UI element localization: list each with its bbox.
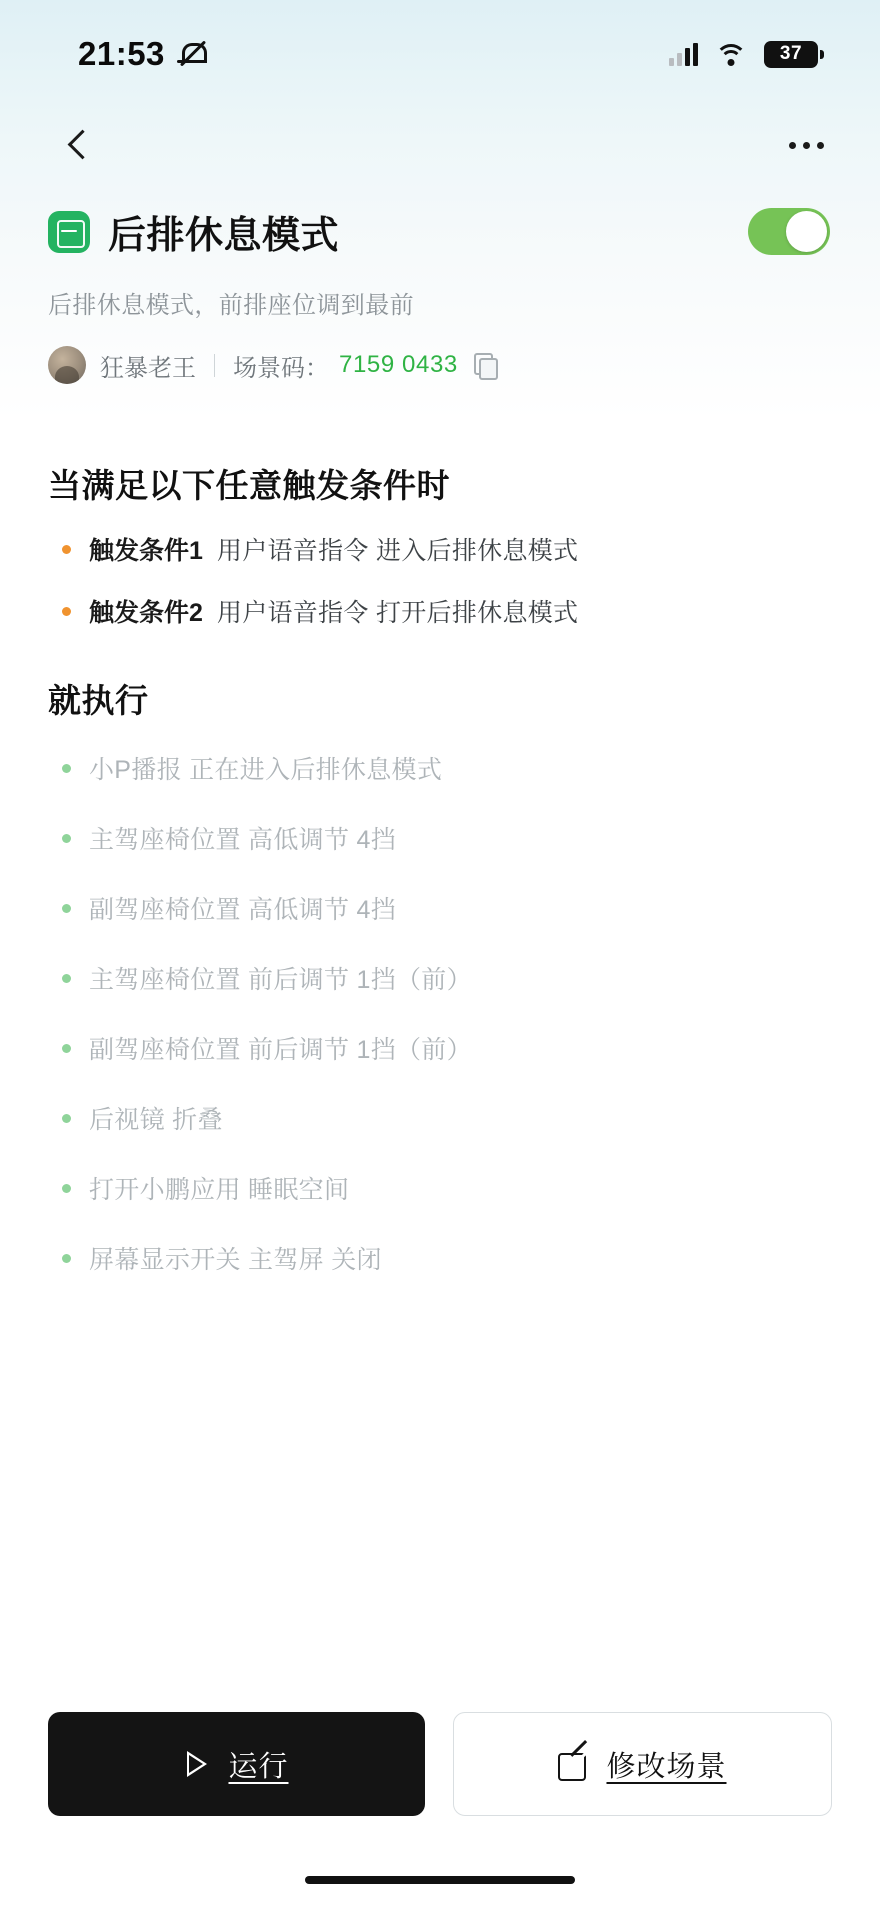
bullet-icon xyxy=(62,1254,71,1263)
conditions-title: 当满足以下任意触发条件时 xyxy=(48,467,450,504)
list-item xyxy=(48,517,830,579)
action-value: 主驾座椅位置 高低调节 4挡 xyxy=(89,826,396,854)
action-value: 副驾座椅位置 高低调节 4挡 xyxy=(89,896,396,924)
run-button[interactable] xyxy=(48,1712,425,1816)
battery-icon xyxy=(764,41,818,68)
list-item xyxy=(48,802,830,872)
actions-title: 就执行 xyxy=(48,682,149,719)
action-value: 小P播报 正在进入后排休息模式 xyxy=(89,756,443,784)
run-button-label: 运行 xyxy=(228,1750,289,1783)
bullet-icon xyxy=(62,904,71,913)
scene-description: 后排休息模式，前排座位调到最前 xyxy=(48,292,414,319)
action-value: 副驾座椅位置 前后调节 1挡（前） xyxy=(89,1036,472,1064)
bullet-icon xyxy=(62,545,71,554)
avatar xyxy=(48,346,86,384)
edit-scene-button[interactable] xyxy=(453,1712,832,1816)
scene-enable-toggle[interactable] xyxy=(748,208,830,255)
action-value: 打开小鹏应用 睡眠空间 xyxy=(89,1176,350,1204)
scene-code-value: 7159 0433 xyxy=(339,351,458,378)
bell-off-icon xyxy=(179,39,205,69)
condition-value: 用户语音指令 进入后排休息模式 xyxy=(216,537,579,565)
actions-list xyxy=(48,732,830,1292)
edit-pencil-icon xyxy=(558,1749,588,1779)
list-item xyxy=(48,872,830,942)
scene-meta-row xyxy=(48,346,830,384)
list-item xyxy=(48,942,830,1012)
meta-divider xyxy=(214,354,215,377)
status-bar-left xyxy=(78,35,205,73)
list-item xyxy=(48,732,830,802)
conditions-section xyxy=(0,460,880,641)
page-title: 后排休息模式 xyxy=(108,215,340,257)
condition-key: 触发条件2 xyxy=(89,599,203,627)
nav-bar xyxy=(0,108,880,182)
action-value: 后视镜 折叠 xyxy=(89,1106,223,1134)
actions-section xyxy=(0,675,880,1292)
bullet-icon xyxy=(62,974,71,983)
scene-title-row xyxy=(48,204,830,259)
bullet-icon xyxy=(62,1114,71,1123)
copy-icon[interactable] xyxy=(474,353,496,377)
condition-value: 用户语音指令 打开后排休息模式 xyxy=(216,599,579,627)
cellular-signal-icon xyxy=(669,42,698,66)
bullet-icon xyxy=(62,607,71,616)
scene-cube-icon xyxy=(48,211,90,253)
action-value: 主驾座椅位置 前后调节 1挡（前） xyxy=(89,966,472,994)
status-bar xyxy=(0,0,880,108)
play-icon xyxy=(184,1750,210,1778)
edit-scene-button-label: 修改场景 xyxy=(606,1750,727,1783)
status-bar-right xyxy=(669,41,818,68)
chevron-left-icon[interactable] xyxy=(60,126,98,164)
bullet-icon xyxy=(62,764,71,773)
conditions-list xyxy=(48,517,830,641)
battery-level: 37 xyxy=(779,43,803,64)
wifi-icon xyxy=(715,42,747,66)
list-item xyxy=(48,1222,830,1292)
list-item xyxy=(48,1082,830,1152)
list-item xyxy=(48,1012,830,1082)
list-item xyxy=(48,1152,830,1222)
action-value: 屏幕显示开关 主驾屏 关闭 xyxy=(89,1246,382,1274)
scene-header xyxy=(0,182,880,384)
condition-key: 触发条件1 xyxy=(89,537,203,565)
author-name: 狂暴老王 xyxy=(100,354,196,382)
home-indicator xyxy=(305,1876,575,1884)
more-options-icon[interactable] xyxy=(789,142,824,149)
toggle-knob xyxy=(786,211,827,252)
bullet-icon xyxy=(62,1184,71,1193)
footer-actions xyxy=(0,1712,880,1816)
bullet-icon xyxy=(62,1044,71,1053)
scene-code-label: 场景码： xyxy=(233,354,329,382)
bullet-icon xyxy=(62,834,71,843)
status-time: 21:53 xyxy=(78,35,165,72)
list-item xyxy=(48,579,830,641)
